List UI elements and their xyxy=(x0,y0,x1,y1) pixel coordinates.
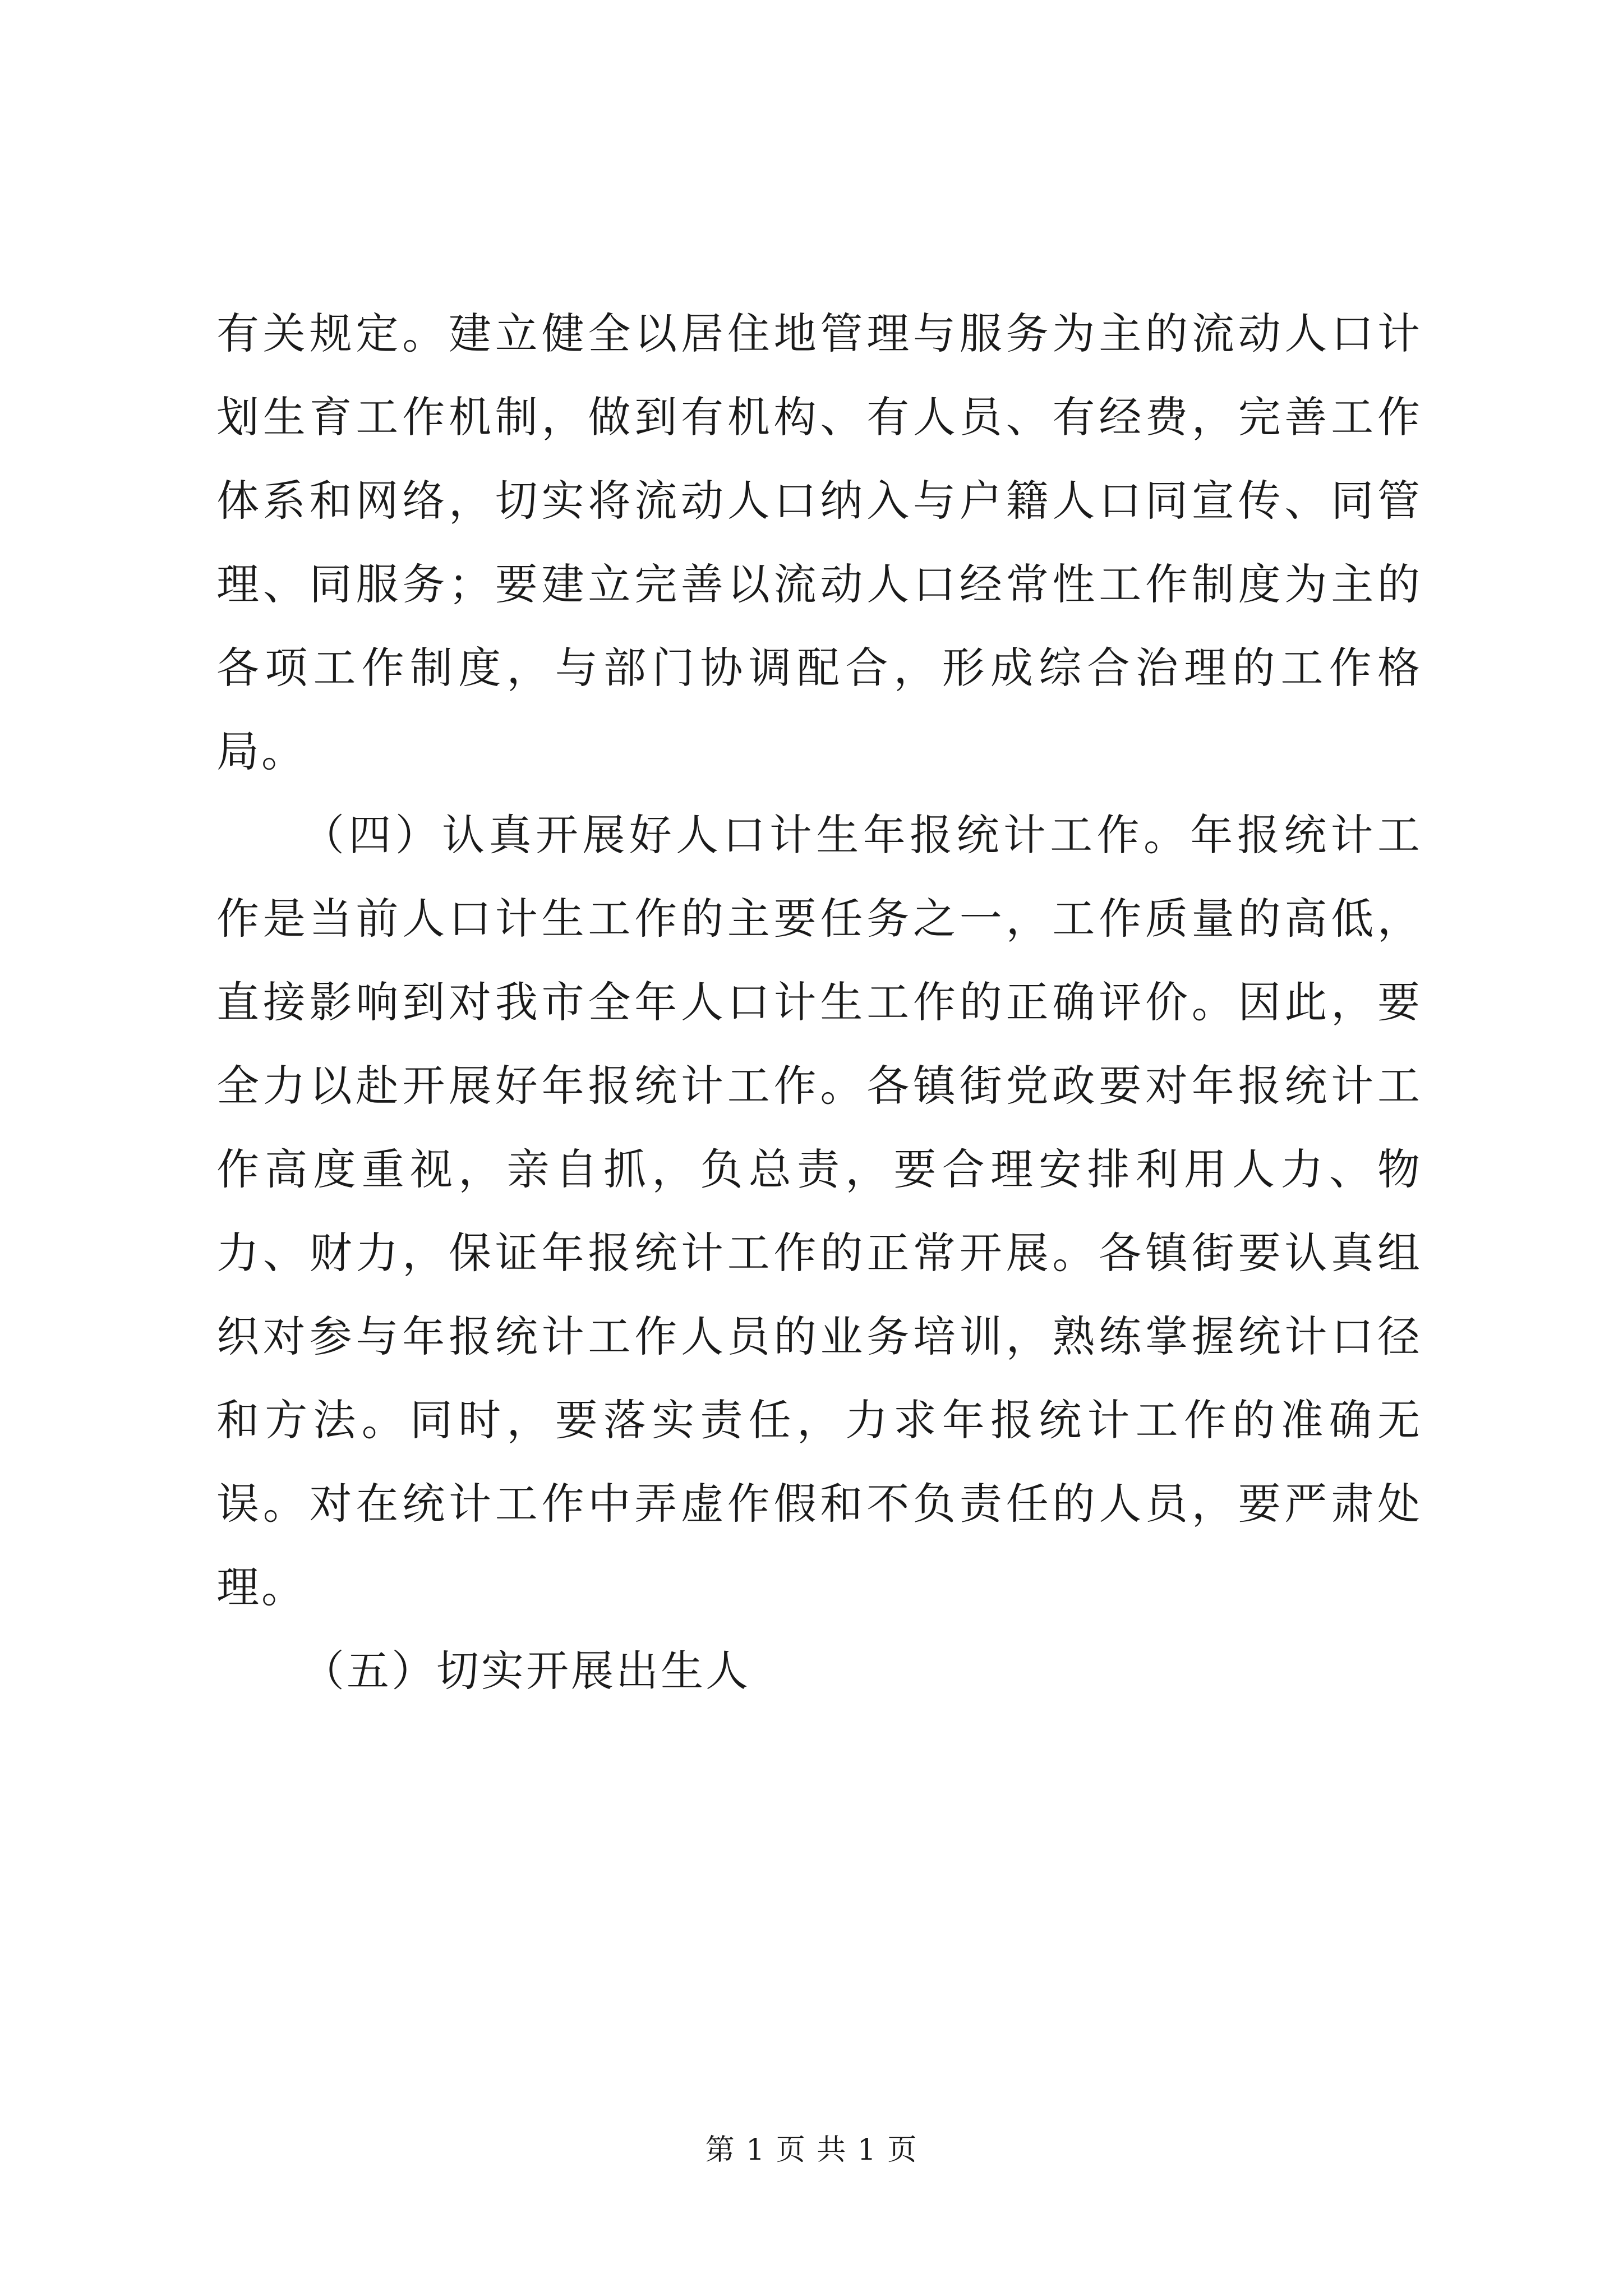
paragraph-section-five: （五）切实开展出生人 xyxy=(302,1646,750,1696)
document-body xyxy=(216,292,1422,1713)
page-number-footer: 第 1 页 共 1 页 xyxy=(705,2133,918,2167)
paragraph-section-four: （四）认真开展好人口计生年报统计工作。年报统计工作是当前人口计生工作的主要任务之一，工作质量的高低，直接影响到对我市全年人口计生工作的正确评价。因此，要全力以赴开展好年报统计工作。各镇街党政要对年报统计工作高度重视，亲自抓，负总责，要合理安排利用人力、物力、财力，保证年报统计工作的正常开展。各镇街要认真组织对参与年报统计工作人员的业务培训，熟练掌握统计口径和方法。同时，要落实责任，力求年报统计工作的准确无误。对在统计工作中弄虚作假和不负责任的人员，要严肃处理。 xyxy=(216,810,1422,1612)
paragraph-continuation: 有关规定。建立健全以居住地管理与服务为主的流动人口计划生育工作机制，做到有机构、有人员、有经费，完善工作体系和网络，切实将流动人口纳入与户籍人口同宣传、同管理、同服务；要建立完善以流动人口经常性工作制度为主的各项工作制度，与部门协调配合，形成综合治理的工作格局。 xyxy=(216,309,1422,776)
